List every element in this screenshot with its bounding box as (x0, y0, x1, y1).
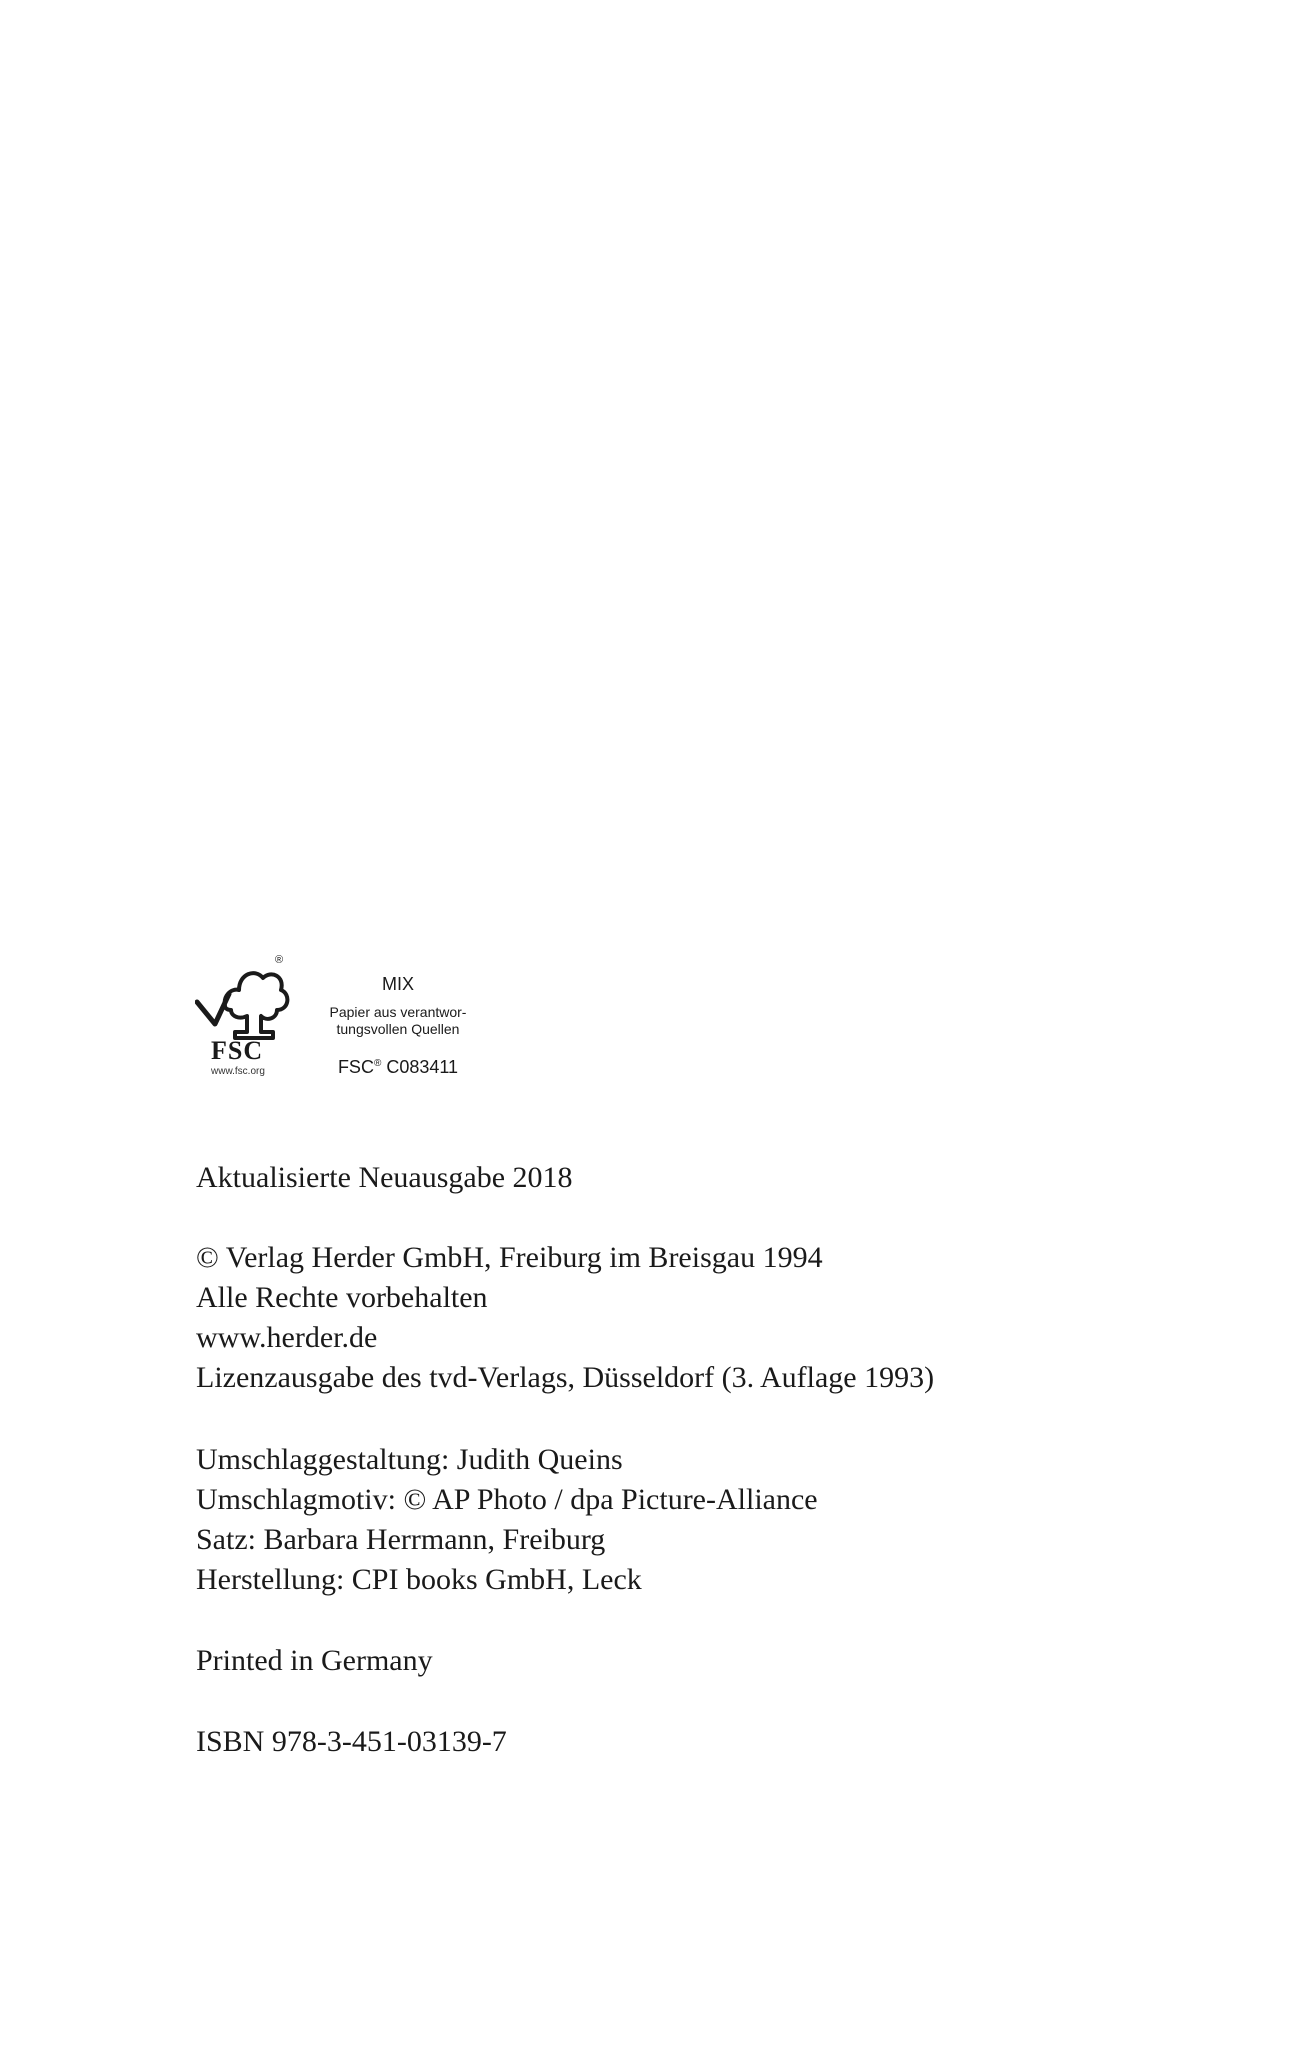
website-line: www.herder.de (196, 1321, 378, 1354)
copyright-block (196, 1238, 934, 1398)
production-line: Herstellung: CPI books GmbH, Leck (196, 1563, 642, 1596)
license-line: Lizenzausgabe des tvd-Verlags, Düsseldorf (3. Auflage 1993) (196, 1361, 935, 1394)
rights-line: Alle Rechte vorbehalten (196, 1281, 488, 1314)
fsc-code-reg: ® (373, 1058, 382, 1069)
fsc-license-code (303, 1054, 493, 1077)
fsc-code-prefix: FSC (337, 1057, 374, 1077)
fsc-wordmark: FSC (211, 1036, 264, 1065)
fsc-logo (195, 954, 495, 1090)
fsc-description-line-2: tungsvollen Quellen (336, 1021, 460, 1037)
printed-line: Printed in Germany (196, 1644, 433, 1677)
cover-motif-line: Umschlagmotiv: © AP Photo / dpa Picture-Alliance (196, 1483, 818, 1516)
isbn-block (196, 1722, 507, 1762)
fsc-url: www.fsc.org (211, 1066, 265, 1077)
printed-block (196, 1641, 433, 1681)
edition-line: Aktualisierte Neuausgabe 2018 (196, 1161, 573, 1194)
cover-design-line: Umschlaggestaltung: Judith Queins (196, 1443, 623, 1476)
isbn-line: ISBN 978-3-451-03139-7 (196, 1725, 507, 1758)
edition-block (196, 1158, 573, 1198)
fsc-label-text (303, 974, 493, 1077)
copyright-line: © Verlag Herder GmbH, Freiburg im Breisgau 1994 (196, 1241, 823, 1274)
typesetting-line: Satz: Barbara Herrmann, Freiburg (196, 1523, 606, 1556)
fsc-description-line-1: Papier aus verantwor- (329, 1004, 467, 1020)
credits-block (196, 1440, 818, 1600)
fsc-mix-label: MIX (381, 974, 414, 994)
fsc-registered-mark: ® (275, 954, 284, 966)
fsc-code-number: C083411 (386, 1057, 459, 1077)
